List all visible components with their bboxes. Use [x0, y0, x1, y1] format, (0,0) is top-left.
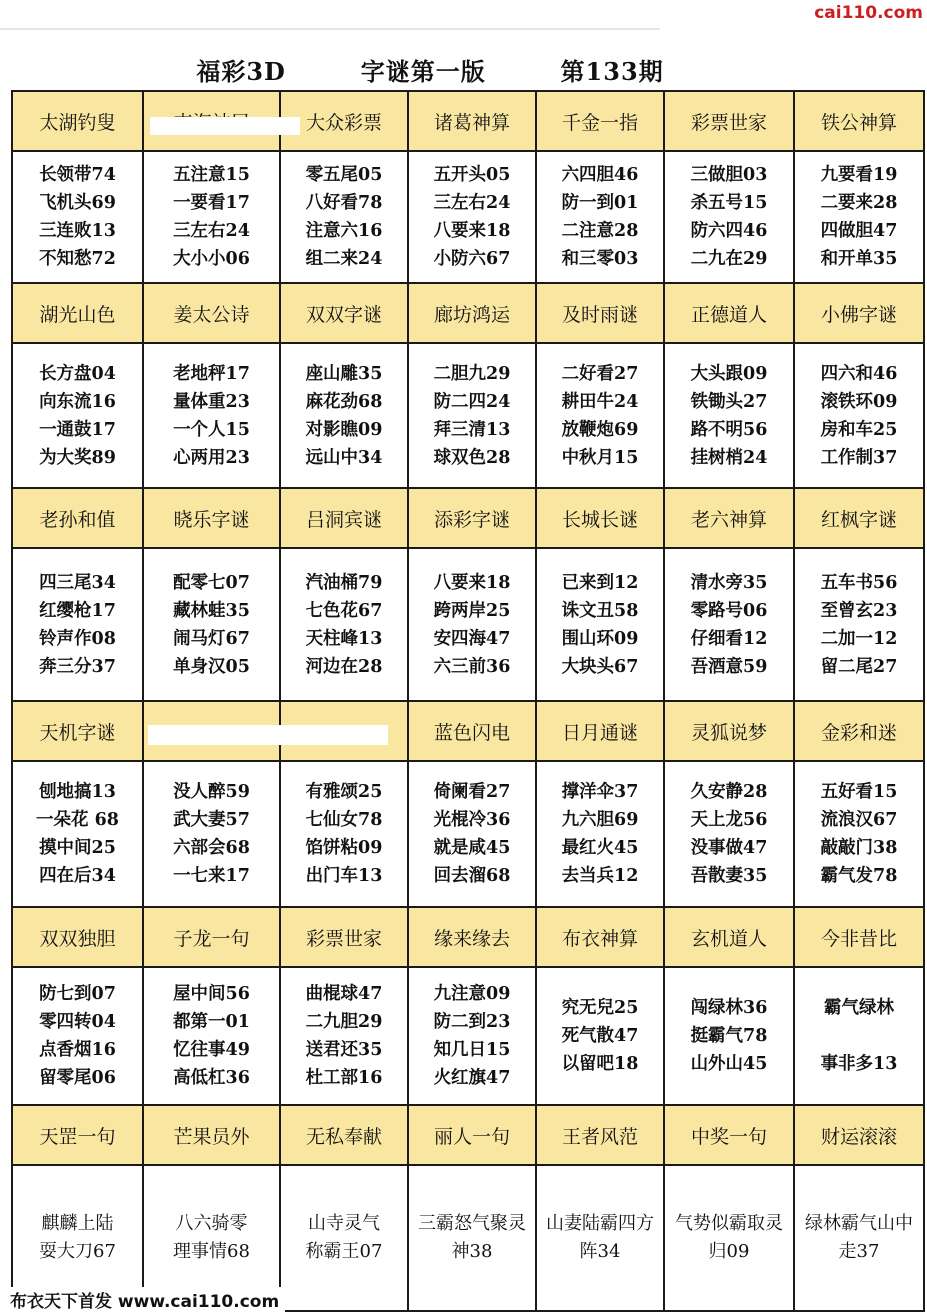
riddle-line: 三霸怒气聚灵: [418, 1213, 526, 1234]
riddle-line: 大块头67: [561, 656, 639, 677]
riddle-line: 五开头05: [433, 165, 511, 185]
riddle-line: 拜三清13: [433, 419, 511, 440]
riddle-line: 知几日15: [433, 1040, 511, 1060]
blur-mask-3: [148, 725, 388, 745]
riddle-line: 闯绿林36: [690, 998, 768, 1018]
riddle-line: 二胆九29: [433, 363, 511, 384]
blur-mask-2: [283, 345, 403, 359]
riddle-line: 二九胆29: [305, 1012, 383, 1032]
riddle-cell: [794, 343, 924, 488]
riddle-line: 究无兒25: [561, 998, 639, 1018]
riddle-line: 最红火45: [561, 838, 639, 858]
riddle-line: 球双色28: [433, 447, 511, 468]
riddle-line: 敲敲门38: [820, 838, 898, 858]
riddle-row: [12, 967, 924, 1105]
riddle-line: 红缨枪17: [39, 600, 116, 621]
riddle-line: 挺霸气78: [690, 1026, 768, 1046]
riddle-cell: [408, 1165, 536, 1311]
riddle-line: 清水旁35: [690, 572, 768, 593]
column-header: 布衣神算: [536, 907, 664, 967]
riddle-cell: [408, 343, 536, 488]
riddle-line: 老地秤17: [173, 363, 250, 384]
footer-credit: 布衣天下首发 www.cai110.com: [10, 1287, 285, 1312]
riddle-line: 留二尾27: [820, 656, 898, 677]
riddle-line: 霸气绿林: [824, 998, 894, 1018]
riddle-line: 四六和46: [820, 363, 898, 384]
riddle-line: 麻花劲68: [305, 391, 383, 412]
column-header: 红枫字谜: [794, 488, 924, 548]
column-header: 廊坊鸿运: [408, 283, 536, 343]
riddle-line: 屋中间56: [173, 984, 250, 1004]
riddle-line: 馅饼粘09: [305, 838, 383, 858]
column-header: 中奖一句: [664, 1105, 794, 1165]
riddle-line: 理事情68: [173, 1241, 250, 1262]
riddle-row: [12, 761, 924, 907]
riddle-line: 走37: [838, 1241, 880, 1262]
riddle-line: 量体重23: [173, 391, 250, 412]
top-rule: [0, 28, 660, 30]
riddle-line: 组二来24: [305, 249, 383, 269]
column-header: 小佛字谜: [794, 283, 924, 343]
column-header: 吕洞宾谜: [280, 488, 408, 548]
riddle-cell: [280, 1165, 408, 1311]
column-header: 子龙一句: [143, 907, 280, 967]
riddle-cell: [536, 343, 664, 488]
riddle-line: 一七来17: [173, 866, 250, 886]
riddle-line: 五注意15: [173, 165, 250, 185]
riddle-line: 耕田牛24: [561, 391, 639, 412]
riddle-line: 归09: [708, 1241, 750, 1262]
header-row: [12, 907, 924, 967]
column-header: 灵狐说梦: [664, 701, 794, 761]
riddle-cell: [280, 151, 408, 283]
column-header: 老孙和值: [12, 488, 143, 548]
riddle-cell: [12, 343, 143, 488]
page-title: 福彩3D 字谜第一版 第133期: [196, 57, 664, 86]
riddle-line: 已来到12: [561, 572, 639, 593]
riddle-line: 没事做47: [690, 838, 768, 858]
riddle-line: 麒麟上陆: [41, 1213, 114, 1234]
riddle-line: 气势似霸取灵: [675, 1213, 783, 1234]
riddle-line: 大小小06: [173, 249, 250, 269]
riddle-line: 吾酒意59: [690, 656, 768, 677]
column-header: 湖光山色: [12, 283, 143, 343]
riddle-line: 杀五号15: [690, 193, 768, 213]
riddle-cell: [143, 548, 280, 701]
column-header: 正德道人: [664, 283, 794, 343]
riddle-row: [12, 151, 924, 283]
riddle-line: 四三尾34: [39, 572, 116, 593]
riddle-line: 防二四24: [433, 391, 511, 412]
riddle-cell: [143, 967, 280, 1105]
riddle-line: 六三前36: [433, 656, 511, 677]
riddle-line: 一朵花 68: [36, 810, 119, 830]
riddle-line: 四在后34: [39, 866, 116, 886]
riddle-cell: [408, 151, 536, 283]
column-header: 财运滚滚: [794, 1105, 924, 1165]
riddle-line: 二加一12: [820, 628, 898, 649]
riddle-line: 绿林霸气山中: [805, 1213, 913, 1234]
riddle-cell: [536, 761, 664, 907]
riddle-line: 吾散妻35: [690, 866, 768, 886]
riddle-line: 零路号06: [690, 600, 768, 621]
column-header: 丽人一句: [408, 1105, 536, 1165]
riddle-line: 至曾玄23: [820, 600, 898, 621]
site-watermark: cai110.com: [814, 3, 923, 23]
riddle-cell: [12, 761, 143, 907]
riddle-line: 二好看27: [561, 363, 639, 384]
column-header: 缘来缘去: [408, 907, 536, 967]
riddle-line: 曲棍球47: [305, 984, 383, 1004]
riddle-cell: [280, 343, 408, 488]
header-row: [12, 1105, 924, 1165]
riddle-line: 八要来18: [433, 221, 511, 241]
riddle-line: 房和车25: [820, 419, 898, 440]
column-header: 长城长谜: [536, 488, 664, 548]
riddle-cell: [794, 761, 924, 907]
riddle-cell: [536, 967, 664, 1105]
riddle-line: 长领带74: [39, 165, 116, 185]
riddle-line: 杜工部16: [305, 1068, 383, 1088]
riddle-line: 光棍冷36: [433, 810, 511, 830]
riddle-line: 单身汉05: [173, 656, 250, 677]
riddle-line: 出门车13: [305, 866, 383, 886]
riddle-line: 八六骑零: [175, 1213, 248, 1234]
riddle-line: 刨地搞13: [39, 782, 116, 802]
riddle-line: 三左右24: [433, 193, 511, 213]
riddle-line: 武大妻57: [173, 810, 250, 830]
riddle-cell: [280, 761, 408, 907]
riddle-line: 山妻陆霸四方: [546, 1213, 654, 1234]
riddle-line: 飞机头69: [39, 193, 116, 213]
riddle-line: 回去溜68: [433, 866, 511, 886]
riddle-cell: [12, 151, 143, 283]
column-header: 大众彩票: [280, 91, 408, 151]
column-header: 芒果员外: [143, 1105, 280, 1165]
column-header: 千金一指: [536, 91, 664, 151]
column-header: 王者风范: [536, 1105, 664, 1165]
riddle-cell: [794, 967, 924, 1105]
riddle-line: 诛文丑58: [561, 600, 639, 621]
column-header: 姜太公诗: [143, 283, 280, 343]
riddle-line: 路不明56: [690, 419, 768, 440]
riddle-line: 耍大刀67: [39, 1241, 116, 1262]
riddle-cell: [280, 548, 408, 701]
riddle-cell: [408, 761, 536, 907]
riddle-line: 倚阑看27: [433, 782, 511, 802]
riddle-line: 为大奖89: [39, 447, 116, 468]
riddle-line: 神38: [451, 1241, 493, 1262]
riddle-line: 一要看17: [173, 193, 250, 213]
riddle-line: 撑洋伞37: [561, 782, 639, 802]
header-row: [12, 283, 924, 343]
riddle-line: 座山雕35: [305, 363, 383, 384]
riddle-line: 工作制37: [820, 447, 898, 468]
column-header: 天罡一句: [12, 1105, 143, 1165]
riddle-line: 放鞭炮69: [561, 419, 639, 440]
riddle-line: 和三零03: [561, 249, 639, 269]
riddle-cell: [143, 151, 280, 283]
column-header: 及时雨谜: [536, 283, 664, 343]
riddle-line: 二要来28: [820, 193, 898, 213]
riddle-line: 防七到07: [39, 984, 116, 1004]
riddle-line: 四做胆47: [820, 221, 898, 241]
riddle-line: 都第一01: [173, 1012, 250, 1032]
riddle-line: 小防六67: [433, 249, 511, 269]
riddle-cell: [280, 967, 408, 1105]
riddle-line: 仔细看12: [690, 628, 768, 649]
column-header: 老六神算: [664, 488, 794, 548]
riddle-line: 滚铁环09: [820, 391, 898, 412]
column-header: 双双字谜: [280, 283, 408, 343]
riddle-cell: [12, 548, 143, 701]
riddle-line: 没人醉59: [173, 782, 250, 802]
column-header: 彩票世家: [280, 907, 408, 967]
riddle-line: 跨两岸25: [433, 600, 511, 621]
riddle-line: 九六胆69: [561, 810, 639, 830]
riddle-line: 以留吧18: [561, 1054, 639, 1074]
riddle-line: 铁锄头27: [690, 391, 768, 412]
riddle-line: 零五尾05: [305, 165, 383, 185]
column-header: 蓝色闪电: [408, 701, 536, 761]
riddle-line: 阵34: [579, 1241, 621, 1262]
riddle-line: 摸中间25: [39, 838, 116, 858]
riddle-cell: [143, 343, 280, 488]
riddle-line: 五车书56: [820, 572, 898, 593]
riddle-line: 五好看15: [820, 782, 898, 802]
riddle-cell: [536, 1165, 664, 1311]
riddle-line: 河边在28: [305, 656, 383, 677]
riddle-cell: [664, 343, 794, 488]
riddle-cell: [794, 151, 924, 283]
riddle-line: 霸气发78: [820, 866, 898, 886]
riddle-line: 事非多13: [820, 1054, 898, 1074]
column-header: 今非昔比: [794, 907, 924, 967]
riddle-line: 久安静28: [690, 782, 768, 802]
riddle-line: 三左右24: [173, 221, 250, 241]
riddle-line: 二九在29: [690, 249, 768, 269]
riddle-cell: [794, 548, 924, 701]
riddle-line: 七色花67: [305, 600, 383, 621]
riddle-line: 围山环09: [561, 628, 639, 649]
riddle-line: 天柱峰13: [305, 628, 383, 649]
riddle-line: 送君还35: [305, 1040, 383, 1060]
riddle-line: 去当兵12: [561, 866, 639, 886]
riddle-cell: [536, 151, 664, 283]
riddle-cell: [794, 1165, 924, 1311]
riddle-line: 火红旗47: [433, 1068, 511, 1088]
riddle-line: 八好看78: [305, 193, 383, 213]
riddle-cell: [664, 1165, 794, 1311]
riddle-line: 六四胆46: [561, 165, 639, 185]
riddle-line: 心两用23: [173, 447, 250, 468]
riddle-cell: [408, 548, 536, 701]
riddle-cell: [664, 761, 794, 907]
riddle-line: 有雅颂25: [305, 782, 383, 802]
riddle-row: [12, 343, 924, 488]
riddle-line: 防六四46: [690, 221, 768, 241]
riddle-line: 忆往事49: [173, 1040, 250, 1060]
riddle-cell: [536, 548, 664, 701]
riddle-line: 死气散47: [561, 1026, 639, 1046]
blur-mask-1: [150, 117, 300, 135]
column-header: 玄机道人: [664, 907, 794, 967]
riddle-line: 七仙女78: [305, 810, 383, 830]
riddle-line: 三做胆03: [690, 165, 768, 185]
riddle-line: 八要来18: [433, 572, 511, 593]
riddle-line: 长方盘04: [39, 363, 116, 384]
riddle-line: 留零尾06: [39, 1068, 116, 1088]
riddle-line: 零四转04: [39, 1012, 116, 1032]
header-row: [12, 488, 924, 548]
riddle-line: 对影瞧09: [305, 419, 383, 440]
riddle-table: [11, 90, 925, 1312]
riddle-line: 大头跟09: [690, 363, 768, 384]
riddle-line: 防二到23: [433, 1012, 511, 1032]
riddle-line: 天上龙56: [690, 810, 768, 830]
riddle-line: 中秋月15: [561, 447, 639, 468]
riddle-cell: [408, 967, 536, 1105]
riddle-line: 一个人15: [173, 419, 250, 440]
riddle-line: 点香烟16: [39, 1040, 116, 1060]
riddle-line: 九要看19: [820, 165, 898, 185]
riddle-line: 奔三分37: [39, 656, 116, 677]
riddle-cell: [12, 967, 143, 1105]
riddle-line: 和开单35: [820, 249, 898, 269]
riddle-line: 六部会68: [173, 838, 250, 858]
riddle-line: 闹马灯67: [173, 628, 250, 649]
riddle-line: 防一到01: [561, 193, 639, 213]
riddle-line: 藏林蛙35: [173, 600, 250, 621]
riddle-line: 三连败13: [39, 221, 116, 241]
column-header: 彩票世家: [664, 91, 794, 151]
column-header: 双双独胆: [12, 907, 143, 967]
riddle-line: 汽油桶79: [305, 572, 383, 593]
riddle-cell: [664, 967, 794, 1105]
column-header: 太湖钓叟: [12, 91, 143, 151]
header-row: [12, 91, 924, 151]
column-header: 铁公神算: [794, 91, 924, 151]
riddle-cell: [664, 548, 794, 701]
riddle-row: [12, 548, 924, 701]
column-header: 日月通谜: [536, 701, 664, 761]
riddle-line: 山外山45: [690, 1054, 768, 1074]
riddle-line: 一通鼓17: [39, 419, 116, 440]
column-header: 晓乐字谜: [143, 488, 280, 548]
riddle-line: 安四海47: [433, 628, 511, 649]
riddle-line: 注意六16: [305, 221, 383, 241]
riddle-line: 远山中34: [305, 447, 383, 468]
riddle-line: 山寺灵气: [308, 1213, 380, 1234]
riddle-line: 九注意09: [433, 984, 511, 1004]
riddle-cell: [664, 151, 794, 283]
riddle-line: 流浪汉67: [820, 810, 898, 830]
riddle-line: 挂树梢24: [690, 447, 768, 468]
riddle-line: 配零七07: [173, 572, 250, 593]
column-header: 金彩和迷: [794, 701, 924, 761]
riddle-line: 不知愁72: [39, 249, 116, 269]
riddle-line: 铃声作08: [39, 628, 116, 649]
column-header: 诸葛神算: [408, 91, 536, 151]
riddle-line: 就是咸45: [433, 838, 511, 858]
column-header: 无私奉献: [280, 1105, 408, 1165]
column-header: 添彩字谜: [408, 488, 536, 548]
column-header: 天机字谜: [12, 701, 143, 761]
riddle-line: 二注意28: [561, 221, 639, 241]
riddle-line: 称霸王07: [305, 1241, 383, 1262]
riddle-cell: [143, 761, 280, 907]
riddle-line: 向东流16: [39, 391, 116, 412]
riddle-line: 高低杠36: [173, 1068, 250, 1088]
